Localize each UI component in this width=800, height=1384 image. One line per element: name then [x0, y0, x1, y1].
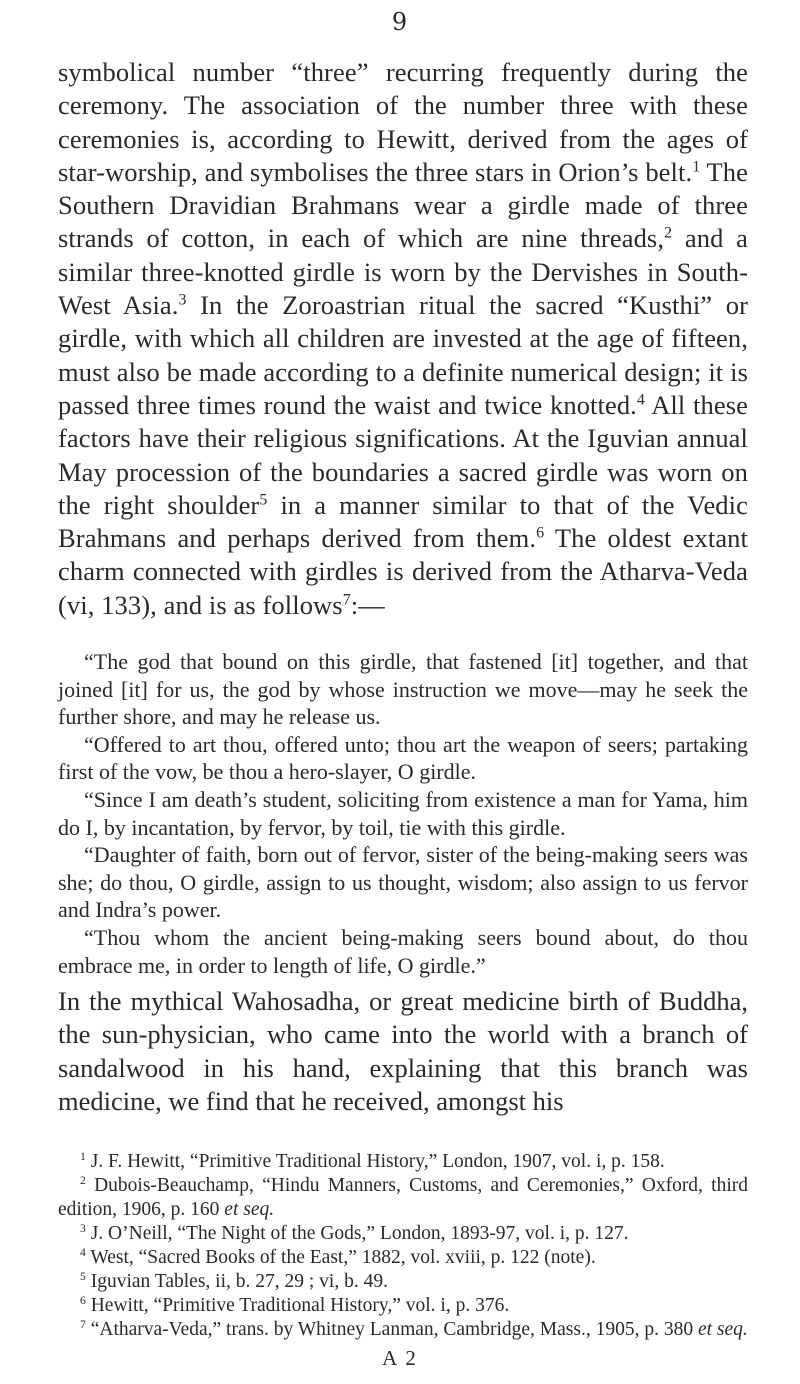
body-text-segment: All these factors have their religious significations. At the Iguvian annual May procession of the boundaries a sacred girdle was worn on the right shoulder	[58, 389, 748, 520]
main-paragraph	[58, 56, 748, 622]
footnote-text: Iguvian Tables, ii, b. 27, 29 ; vi, b. 49.	[90, 1271, 388, 1292]
body-text-segment: in a manner similar to that of the Vedic Brahmans and perhaps derived from them.	[58, 489, 748, 554]
footnote	[58, 1150, 748, 1174]
footnote-ref: 3	[178, 291, 187, 309]
body-text-segment: symbolical number “three” recurring frequently during the ceremony. The association of the number three with these ceremonies is, according to Hewitt, derived from the ages of star-worship, and symbolises the three stars in Orion’s belt.	[58, 57, 748, 187]
quote-verse: “Offered to art thou, offered unto; thou art the weapon of seers; partaking first of the vow, be thou a hero-slayer, O girdle.	[58, 731, 748, 785]
body-text-segment: The Southern Dravidian Brahmans wear a girdle made of three strands of cotton, in each of which are nine threads,	[58, 156, 748, 254]
footnote-number: 5	[80, 1269, 86, 1283]
footnote-ref: 1	[692, 158, 701, 176]
quote-verse: “The god that bound on this girdle, that fastened [it] together, and that joined [it] for us, the god by whose instruction we move—may he seek the further shore, and may he release us.	[58, 649, 748, 730]
footnote-ref: 2	[664, 224, 673, 242]
body-text-segment: :—	[350, 589, 385, 620]
footnote	[58, 1246, 748, 1270]
footnote-number: 7	[80, 1317, 86, 1331]
footnote	[58, 1174, 748, 1222]
footnote	[58, 1222, 748, 1246]
footnote	[58, 1294, 748, 1318]
closing-paragraph	[58, 985, 748, 1118]
atharva-veda-quote	[58, 648, 748, 979]
footnote-number: 4	[80, 1245, 86, 1259]
footnote-text: Hewitt, “Primitive Traditional History,” vol. i, p. 376.	[90, 1295, 510, 1316]
footnote-text: Dubois-Beauchamp, “Hindu Manners, Customs, and Ceremonies,” Oxford, third edition, 1906, p. 160	[58, 1175, 749, 1220]
footnote-text: J. O’Neill, “The Night of the Gods,” London, 1893-97, vol. i, p. 127.	[90, 1223, 629, 1244]
body-text-segment: The oldest extant charm connected with girdles is derived from the Atharva-Veda (vi, 133), and is as follows	[58, 523, 748, 620]
footnote-ref: 7	[342, 591, 351, 609]
footnote-number: 6	[80, 1293, 86, 1307]
quote-verse: “Thou whom the ancient being-making seers bound about, do thou embrace me, in order to length of life, O girdle.”	[58, 924, 748, 978]
footnote-ref: 4	[636, 391, 645, 409]
footnote-ref: 5	[259, 491, 268, 509]
page-number: 9	[391, 8, 409, 36]
footnote-text: “Atharva-Veda,” trans. by Whitney Lanman, Cambridge, Mass., 1905, p. 380	[90, 1319, 698, 1340]
printer-signature-mark: A 2	[382, 1346, 418, 1370]
closing-paragraph-text: In the mythical Wahosadha, or great medicine birth of Buddha, the sun-physician, who came into the world with a branch of sandalwood in his hand, explaining that this branch was medicine, we find that he received, amongst his	[58, 986, 748, 1116]
footnote-italic: et seq.	[224, 1199, 275, 1220]
footnote-italic: et seq.	[697, 1319, 748, 1340]
footnote-text: West, “Sacred Books of the East,” 1882, vol. xviii, p. 122 (note).	[90, 1247, 596, 1268]
quote-verse: “Daughter of faith, born out of fervor, sister of the being-making seers was she; do thou, O girdle, assign to us thought, wisdom; also assign to us fervor and Indra’s power.	[58, 842, 748, 923]
footnote	[58, 1318, 748, 1342]
body-text-segment: In the Zoroastrian ritual the sacred “Kusthi” or girdle, with which all children are invested at the age of fifteen, must also be made according to a definite numerical design; it is passed three times round the waist and twice knotted.	[58, 290, 748, 420]
footnote-number: 1	[80, 1149, 86, 1163]
body-text-segment: and a similar three-knotted girdle is worn by the Dervishes in South-West Asia.	[58, 223, 749, 321]
footnote-text: J. F. Hewitt, “Primitive Traditional History,” London, 1907, vol. i, p. 158.	[90, 1151, 665, 1172]
footnotes	[58, 1150, 748, 1342]
footnote	[58, 1270, 748, 1294]
footnote-ref: 6	[536, 524, 545, 542]
footnote-number: 3	[80, 1221, 86, 1235]
footnote-number: 2	[80, 1173, 86, 1187]
quote-verse: “Since I am death’s student, soliciting from existence a man for Yama, him do I, by incantation, by fervor, by toil, tie with this girdle.	[58, 786, 748, 840]
